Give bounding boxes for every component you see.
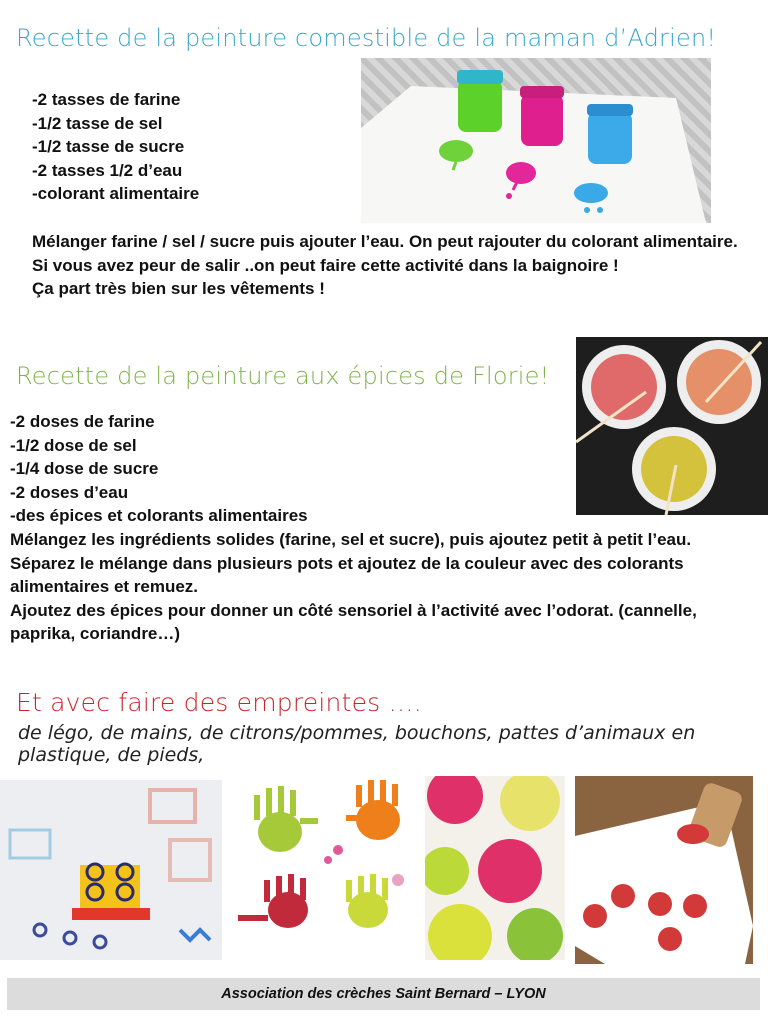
section3-subtitle: de légo, de mains, de citrons/pommes, bouchons, pattes d’animaux en plastique, de pieds, <box>18 722 696 766</box>
section1-title: Recette de la peinture comestible de la maman d’Adrien! <box>16 24 717 52</box>
footer-bar: Association des crèches Saint Bernard – LYON <box>7 978 760 1010</box>
ingredient-item: -2 tasses 1/2 d’eau <box>32 160 183 180</box>
handprints-photo <box>228 780 416 960</box>
instruction-line: Mélanger farine / sel / sucre puis ajouter l’eau. On peut rajouter du colorant alimentaire. <box>32 232 738 251</box>
instruction-line: Ajoutez des épices pour donner un côté sensoriel à l’activité avec l’odorat. (cannelle, paprika, coriandre…) <box>10 600 697 643</box>
ingredient-item: -1/2 tasse de sel <box>32 113 163 133</box>
section3-title: Et avec faire des empreintes …. <box>16 688 422 717</box>
ingredient-item: -colorant alimentaire <box>32 184 200 203</box>
apple-prints-photo <box>425 776 565 960</box>
spice-paint-photo <box>576 337 768 515</box>
instruction-line: Mélangez les ingrédients solides (farine, sel et sucre), puis ajoutez petit à petit l’eau. Séparez le mélange dans plusieurs pots et ajoutez de la couleur avec des colorants alimentaires et remuez. <box>10 530 692 596</box>
section1-ingredients <box>32 88 199 206</box>
section2-ingredients <box>10 410 308 528</box>
ingredient-item: -2 tasses de farine <box>32 90 181 109</box>
instruction-line: Si vous avez peur de salir ..on peut faire cette activité dans la baignoire ! <box>32 255 619 275</box>
ingredient-item: -des épices et colorants alimentaires <box>10 506 308 525</box>
cork-prints-photo <box>575 776 753 964</box>
ingredient-item: -1/2 tasse de sucre <box>32 137 185 156</box>
ingredient-item: -1/4 dose de sucre <box>10 459 159 478</box>
paint-jars-photo <box>361 58 711 223</box>
section1-instructions <box>32 230 762 301</box>
section2-title: Recette de la peinture aux épices de Florie! <box>16 362 550 390</box>
ingredient-item: -1/2 dose de sel <box>10 435 137 455</box>
lego-prints-photo <box>0 780 222 960</box>
section2-instructions <box>10 528 760 646</box>
instruction-line: Ça part très bien sur les vêtements ! <box>32 279 325 298</box>
ingredient-item: -2 doses de farine <box>10 412 155 431</box>
ingredient-item: -2 doses d’eau <box>10 482 129 502</box>
